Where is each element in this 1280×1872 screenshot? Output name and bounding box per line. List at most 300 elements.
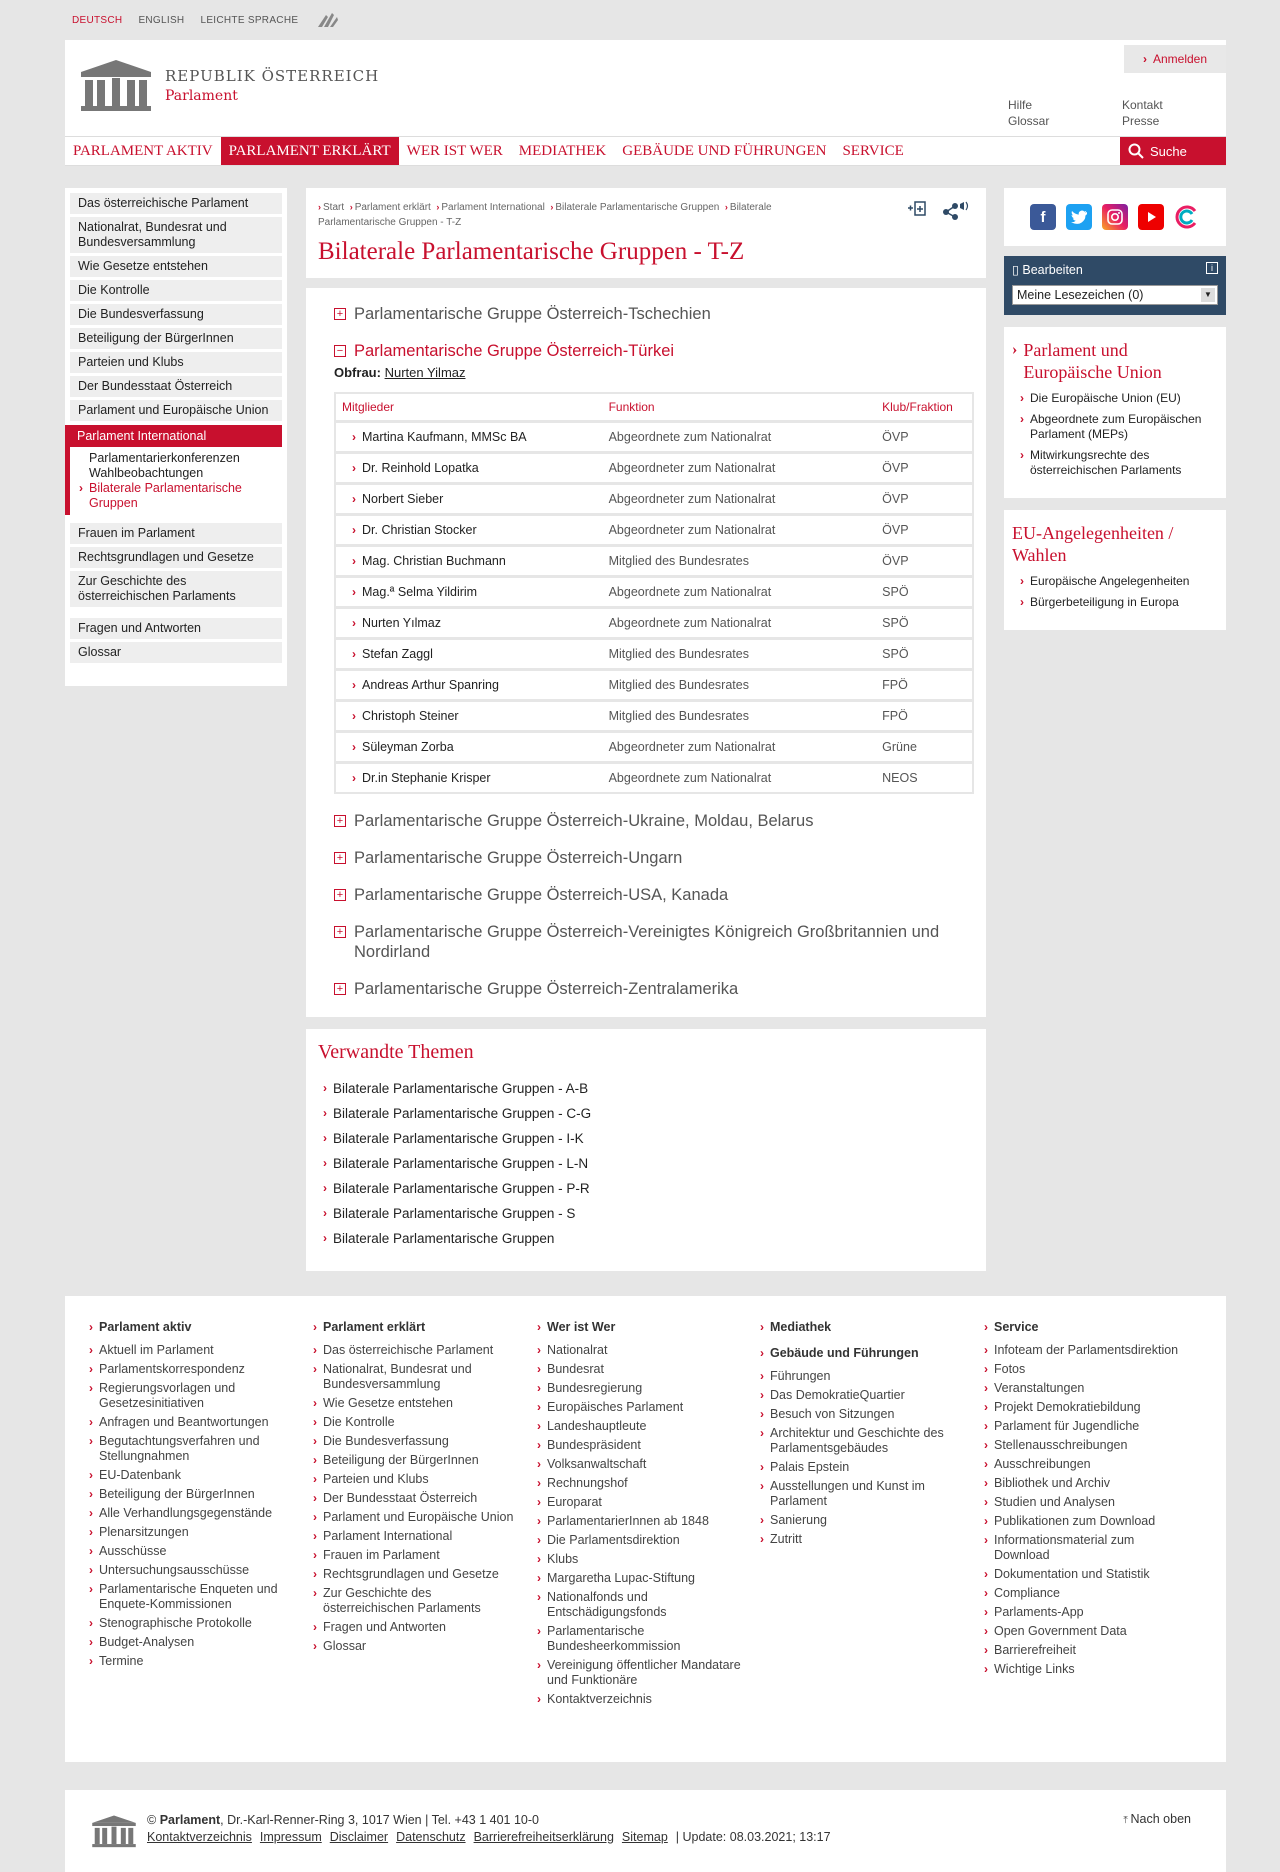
chevron-right-icon: › [1020,391,1024,405]
member-club: ÖVP [882,523,909,537]
footer-link[interactable] [760,1479,965,1509]
sidebar-item[interactable]: Der Bundesstaat Österreich [70,376,282,397]
sidebar-subitem[interactable]: Parlamentarierkonferenzen [89,451,240,465]
eu-box-link-label: Die Europäische Union (EU) [1030,391,1181,405]
footer-link[interactable] [760,1388,965,1403]
footer-link-label: Ausschüsse [99,1544,167,1558]
legal-link[interactable]: Disclaimer [329,1830,389,1844]
chevron-right-icon: › [313,1529,317,1543]
chevron-right-icon: › [89,1415,93,1429]
footer-link[interactable] [760,1407,965,1422]
footer-link-label: Stenographische Protokolle [99,1616,252,1630]
parliament-building-icon [79,58,153,112]
sidebar-item-active[interactable]: Parlament International [65,425,282,447]
chevron-right-icon: › [323,1206,327,1220]
lang-easy-link[interactable]: LEICHTE SPRACHE [200,14,299,26]
footer-link[interactable] [760,1532,965,1547]
footer-link[interactable] [313,1548,518,1563]
footer-link[interactable] [537,1343,742,1358]
chevron-right-icon: › [313,1548,317,1562]
footer-link[interactable] [760,1369,965,1384]
legal-link[interactable]: Sitemap [621,1830,668,1844]
contact-link[interactable]: Kontakt [1122,98,1163,112]
chevron-right-icon: › [760,1320,764,1334]
eu-box-link[interactable] [1012,448,1218,478]
table-row [336,761,972,792]
accordion-item[interactable] [334,848,972,868]
address: , Dr.-Karl-Renner-Ring 3, 1017 Wien | Tel. +43 1 401 10-0 [220,1813,539,1827]
footer-column-erklaert [313,1320,518,1658]
member-name: Christoph Steiner [362,709,459,723]
footer-link[interactable] [760,1460,965,1475]
parliament-logo[interactable] [79,58,379,112]
table-header [336,394,972,420]
chevron-right-icon: › [984,1624,988,1638]
chevron-right-icon: › [537,1658,541,1672]
footer-link-label: Kontaktverzeichnis [547,1692,652,1706]
footer-link[interactable] [537,1533,742,1548]
twitter-icon[interactable] [1066,204,1092,230]
table-row [336,420,972,451]
sidebar-item[interactable]: Parteien und Klubs [70,352,282,373]
related-link-label: Bilaterale Parlamentarische Gruppen - C-G [333,1106,592,1121]
nav-mediathek[interactable]: MEDIATHEK [518,142,607,159]
sidebar-subitem[interactable]: Wahlbeobachtungen [89,466,204,480]
sidebar-item[interactable]: Zur Geschichte des österreichischen Parlaments [70,571,282,607]
legal-link[interactable]: Impressum [259,1830,322,1844]
footer-link[interactable] [984,1343,1189,1358]
member-function: Abgeordneter zum Nationalrat [608,492,776,506]
footer-link-label: Regierungsvorlagen und Gesetzesinitiativen [99,1381,236,1410]
accordion-label: Parlamentarische Gruppe Österreich-Türkei [354,342,675,360]
footer-link[interactable] [984,1605,1189,1620]
footer-link[interactable] [984,1514,1189,1529]
footer-link[interactable] [537,1419,742,1434]
footer-link[interactable] [313,1639,518,1654]
chevron-right-icon: › [89,1468,93,1482]
chevron-right-icon: › [352,554,356,568]
footer-link-label: Beteiligung der BürgerInnen [99,1487,255,1501]
footer-link[interactable] [313,1491,518,1506]
footer-link[interactable] [984,1381,1189,1396]
footer-link[interactable] [537,1658,742,1688]
footer-link-label: Budget-Analysen [99,1635,195,1649]
footer-heading-label: Parlament aktiv [99,1320,192,1334]
footer-link[interactable] [984,1662,1189,1677]
member-name-link[interactable] [342,492,609,506]
footer-link[interactable] [760,1513,965,1528]
footer-link[interactable] [89,1381,294,1411]
related-link[interactable] [318,1126,974,1151]
chevron-right-icon: › [984,1567,988,1581]
footer-link[interactable] [537,1438,742,1453]
footer-link[interactable] [89,1582,294,1612]
footer-link[interactable] [984,1624,1189,1639]
expand-plus-icon: + [334,308,346,320]
member-name-link[interactable] [342,585,609,599]
footer-link-label: Anfragen und Beantwortungen [99,1415,269,1429]
help-links [1008,97,1049,129]
youtube-icon[interactable] [1138,204,1164,230]
footer-link-label: Volksanwaltschaft [547,1457,647,1471]
search-button[interactable] [1120,137,1226,165]
footer-column-mediathek [760,1320,965,1551]
chevron-right-icon: › [537,1457,541,1471]
search-icon [1128,143,1144,159]
footer-link[interactable] [313,1510,518,1525]
footer-link-label: Glossar [323,1639,367,1653]
footer-link[interactable] [313,1415,518,1430]
member-name: Süleyman Zorba [362,740,454,754]
nav-wer-ist-wer[interactable]: WER IST WER [406,142,503,159]
eu-box-link[interactable] [1012,391,1218,406]
footer-link[interactable] [537,1590,742,1620]
chevron-right-icon: › [89,1506,93,1520]
footer-link[interactable] [537,1457,742,1472]
footer-link-label: Bibliothek und Archiv [994,1476,1111,1490]
chevron-right-icon: › [89,1320,93,1334]
footer-link[interactable] [313,1586,518,1616]
chevron-right-icon: › [537,1320,541,1334]
member-function: Abgeordnete zum Nationalrat [608,585,772,599]
footer-heading[interactable] [313,1320,518,1334]
instagram-icon[interactable] [1102,204,1128,230]
footer-link[interactable] [313,1434,518,1449]
footer-link[interactable] [984,1567,1189,1582]
press-link[interactable]: Presse [1122,114,1160,128]
footer-link[interactable] [313,1396,518,1411]
expand-plus-icon: + [334,983,346,995]
footer-link[interactable] [313,1567,518,1582]
footer-link[interactable] [537,1552,742,1567]
related-link[interactable] [318,1101,974,1126]
footer-link[interactable] [89,1506,294,1521]
chevron-right-icon: › [89,1544,93,1558]
chevron-right-icon: › [323,1231,327,1245]
help-link[interactable]: Hilfe [1008,98,1033,112]
related-title: Verwandte Themen [318,1041,474,1063]
footer-link[interactable] [537,1571,742,1586]
legal-links [147,1829,831,1846]
member-club: SPÖ [882,585,909,599]
sidebar-item[interactable]: Wie Gesetze entstehen [70,256,282,277]
legal-link[interactable]: Kontaktverzeichnis [147,1830,252,1844]
footer-link-label: Veranstaltungen [994,1381,1085,1395]
member-function: Mitglied des Bundesrates [608,709,749,723]
footer-link[interactable] [984,1533,1189,1563]
table-row [336,451,972,482]
footer-link[interactable] [984,1457,1189,1472]
chevron-right-icon: › [352,678,356,692]
logo-title: REPUBLIK ÖSTERREICH [165,66,380,85]
footer-link[interactable] [89,1362,294,1377]
footer-link-label: Architektur und Geschichte des Parlamentsgebäudes [770,1426,944,1455]
sidebar-item[interactable]: Die Bundesverfassung [70,304,282,325]
chevron-right-icon: › [724,202,728,212]
chevron-right-icon: › [537,1438,541,1452]
eu-affairs-link[interactable] [1012,574,1218,589]
footer-link-label: Rechnungshof [547,1476,628,1490]
footer-link[interactable] [537,1476,742,1491]
footer-link-label: Nationalfonds und Entschädigungsfonds [547,1590,667,1619]
chevron-right-icon: › [760,1532,764,1546]
footer-heading[interactable] [760,1346,965,1360]
chevron-right-icon: › [537,1624,541,1638]
footer-link[interactable] [984,1495,1189,1510]
sidebar-item[interactable]: Parlament und Europäische Union [70,400,282,421]
chevron-right-icon: › [349,202,353,212]
footer-link[interactable] [537,1400,742,1415]
lang-english-link[interactable]: ENGLISH [138,14,185,26]
breadcrumb-link[interactable]: Bilaterale Parlamentarische Gruppen [555,202,720,213]
footer-link[interactable] [313,1343,518,1358]
chevron-right-icon: › [537,1362,541,1376]
footer-link-label: Frauen im Parlament [323,1548,440,1562]
accordion-item[interactable] [334,922,972,962]
footer-column-wer [537,1320,742,1711]
footer-link[interactable] [313,1453,518,1468]
footer-link-label: Landeshauptleute [547,1419,647,1433]
accordion-item-open[interactable] [334,341,972,361]
related-link[interactable] [318,1176,974,1201]
footer-link[interactable] [984,1643,1189,1658]
footer-link-label: Führungen [770,1369,831,1383]
footer-heading-label: Gebäude und Führungen [770,1346,919,1360]
member-name-link[interactable] [342,709,609,723]
footer-link[interactable] [89,1563,294,1578]
chevron-right-icon: › [352,430,356,444]
related-link[interactable] [318,1151,974,1176]
chevron-right-icon: › [323,1181,327,1195]
footer-link-label: Bundespräsident [547,1438,641,1452]
breadcrumb-current: Bilaterale Parlamentarische Gruppen - T-Z [318,202,772,228]
chevron-right-icon: › [1012,341,1018,358]
lang-german-link[interactable]: DEUTSCH [72,14,123,26]
chevron-right-icon: › [760,1513,764,1527]
chevron-right-icon: › [313,1434,317,1448]
member-name: Andreas Arthur Spanring [362,678,499,692]
sidebar-subitem-current[interactable] [79,481,276,511]
chevron-right-icon: › [760,1426,764,1440]
footer-link[interactable] [537,1362,742,1377]
footer-link-label: Europarat [547,1495,602,1509]
nav-gebaeude[interactable]: GEBÄUDE UND FÜHRUNGEN [622,142,827,159]
member-name: Nurten Yılmaz [362,616,441,630]
sidebar-item[interactable]: Frauen im Parlament [70,523,282,544]
chevron-right-icon: › [313,1320,317,1334]
member-function: Abgeordneter zum Nationalrat [608,740,776,754]
footer-column-service [984,1320,1189,1681]
member-name: Dr. Christian Stocker [362,523,477,537]
footer-link[interactable] [537,1381,742,1396]
facebook-icon[interactable]: f [1030,204,1056,230]
breadcrumb-link[interactable]: Parlament International [441,202,545,213]
footer-link[interactable] [89,1434,294,1464]
eu-box-title[interactable] [1012,339,1218,383]
footer-link[interactable] [89,1415,294,1430]
chevron-right-icon: › [984,1586,988,1600]
eu-affairs-link[interactable] [1012,595,1218,610]
footer-link-label: Sanierung [770,1513,827,1527]
eu-affairs-box [1004,510,1226,630]
eu-box-link-label: Abgeordnete zum Europäischen Parlament (MEPs) [1030,412,1202,441]
footer-heading[interactable] [984,1320,1189,1334]
member-name-link[interactable] [342,616,609,630]
parliament-app-icon[interactable] [1174,204,1200,230]
footer-heading[interactable] [537,1320,742,1334]
footer-link-label: Barrierefreiheit [994,1643,1076,1657]
footer-link[interactable] [537,1495,742,1510]
legal-link[interactable]: Datenschutz [396,1830,466,1844]
footer-link[interactable] [537,1624,742,1654]
accordion-item[interactable] [334,811,972,831]
footer-link-label: EU-Datenbank [99,1468,181,1482]
back-to-top-link[interactable] [1123,1812,1191,1826]
member-name-link[interactable] [342,740,609,754]
eu-box-link[interactable] [1012,412,1218,442]
footer-heading-label: Mediathek [770,1320,832,1334]
chevron-right-icon: › [352,709,356,723]
footer-link-label: Parteien und Klubs [323,1472,429,1486]
footer-link[interactable] [984,1400,1189,1415]
footer-link[interactable] [89,1468,294,1483]
table-row [336,575,972,606]
breadcrumb-link[interactable]: Parlament erklärt [354,202,431,213]
sidebar-item[interactable]: Das österreichische Parlament [70,193,282,214]
member-name-link[interactable] [342,554,609,568]
chevron-right-icon: › [1020,595,1024,609]
chevron-right-icon: › [984,1643,988,1657]
bookmarks-select[interactable] [1012,285,1218,305]
member-name-link[interactable] [342,430,609,444]
column-header-members: Mitglieder [342,400,395,414]
footer-link[interactable] [984,1362,1189,1377]
member-name-link[interactable] [342,461,609,475]
chevron-right-icon: › [352,771,356,785]
footer-heading[interactable] [760,1320,965,1334]
chevron-right-icon: › [89,1635,93,1649]
footer-link[interactable] [89,1343,294,1358]
sidebar-item[interactable]: Rechtsgrundlagen und Gesetze [70,547,282,568]
footer-link-label: Europäisches Parlament [547,1400,684,1414]
accordion-item[interactable] [334,304,972,324]
footer-link[interactable] [984,1586,1189,1601]
chevron-right-icon: › [537,1533,541,1547]
member-name: Stefan Zaggl [362,647,433,661]
footer-link-label: Die Bundesverfassung [323,1434,449,1448]
member-name-link[interactable] [342,647,609,661]
related-link[interactable] [318,1201,974,1226]
copyright-symbol: © [147,1813,157,1827]
related-link-label: Bilaterale Parlamentarische Gruppen - A-B [333,1081,589,1096]
footer-link-label: ParlamentarierInnen ab 1848 [547,1514,709,1528]
footer-link-label: Alle Verhandlungsgegenstände [99,1506,273,1520]
share-icon[interactable] [942,200,970,220]
accordion-item[interactable] [334,885,972,905]
footer-link[interactable] [313,1620,518,1635]
table-row [336,637,972,668]
nav-parlament-erklaert[interactable]: PARLAMENT ERKLÄRT [221,137,399,165]
member-name: Mag. Christian Buchmann [362,554,506,568]
footer-link[interactable] [313,1472,518,1487]
member-club: FPÖ [882,678,908,692]
footer-link[interactable] [89,1487,294,1502]
member-name-link[interactable] [342,678,609,692]
table-row [336,513,972,544]
social-links [1004,188,1226,246]
sidebar-item[interactable]: Nationalrat, Bundesrat und Bundesversammlung [70,217,282,253]
footer-link-label: Aktuell im Parlament [99,1343,214,1357]
chevron-right-icon: › [323,1106,327,1120]
chevron-right-icon: › [352,492,356,506]
chevron-right-icon: › [89,1362,93,1376]
title-panel [306,188,986,278]
member-club: ÖVP [882,461,909,475]
nav-parlament-aktiv[interactable]: PARLAMENT AKTIV [73,142,213,159]
footer-heading[interactable] [89,1320,294,1334]
sidebar-item[interactable]: Glossar [70,642,282,663]
chevron-right-icon: › [984,1457,988,1471]
legal-link[interactable]: Barrierefreiheitserklärung [473,1830,614,1844]
sign-language-icon[interactable] [314,9,340,31]
footer-link[interactable] [89,1616,294,1631]
nav-service[interactable]: SERVICE [842,142,904,159]
member-function: Mitglied des Bundesrates [608,678,749,692]
footer-link-label: Wie Gesetze entstehen [323,1396,453,1410]
footer-link-label: Parlament und Europäische Union [323,1510,514,1524]
login-button[interactable] [1124,45,1226,73]
glossary-link[interactable]: Glossar [1008,114,1050,128]
related-link[interactable] [318,1226,974,1251]
info-icon[interactable]: i [1206,262,1218,274]
sidebar-item[interactable]: Die Kontrolle [70,280,282,301]
footer-link[interactable] [984,1438,1189,1453]
footer-link[interactable] [537,1692,742,1707]
footer-link[interactable] [89,1635,294,1650]
footer-link[interactable] [89,1525,294,1540]
footer-link-label: Ausstellungen und Kunst im Parlament [770,1479,925,1508]
members-table [334,392,974,794]
sidebar-item[interactable]: Fragen und Antworten [70,618,282,639]
sidebar-item[interactable]: Beteiligung der BürgerInnen [70,328,282,349]
footer-link-label: Infoteam der Parlamentsdirektion [994,1343,1179,1357]
footer-link-label: Bundesrat [547,1362,604,1376]
eu-box-link-label: Mitwirkungsrechte des österreichischen Parlaments [1030,448,1182,477]
footer-link[interactable] [984,1476,1189,1491]
footer-link[interactable] [984,1419,1189,1434]
footer-link[interactable] [313,1362,518,1392]
bookmark-add-icon[interactable] [906,200,928,218]
breadcrumb-link[interactable]: Start [323,202,345,213]
chevron-right-icon: › [313,1453,317,1467]
eu-affairs-title[interactable]: EU-Angelegenheiten / Wahlen [1012,523,1174,565]
chairperson-link[interactable]: Nurten Yilmaz [384,365,466,380]
footer-link[interactable] [89,1654,294,1669]
related-link[interactable] [318,1076,974,1101]
chevron-right-icon: › [313,1510,317,1524]
accordion-item[interactable] [334,979,972,999]
footer-link[interactable] [760,1426,965,1456]
member-club: Grüne [882,740,917,754]
footer-link[interactable] [89,1544,294,1559]
chevron-right-icon: › [760,1407,764,1421]
chevron-right-icon: › [352,461,356,475]
footer-link[interactable] [537,1514,742,1529]
member-name-link[interactable] [342,771,609,785]
footer-link[interactable] [313,1529,518,1544]
member-name-link[interactable] [342,523,609,537]
chevron-right-icon: › [760,1460,764,1474]
